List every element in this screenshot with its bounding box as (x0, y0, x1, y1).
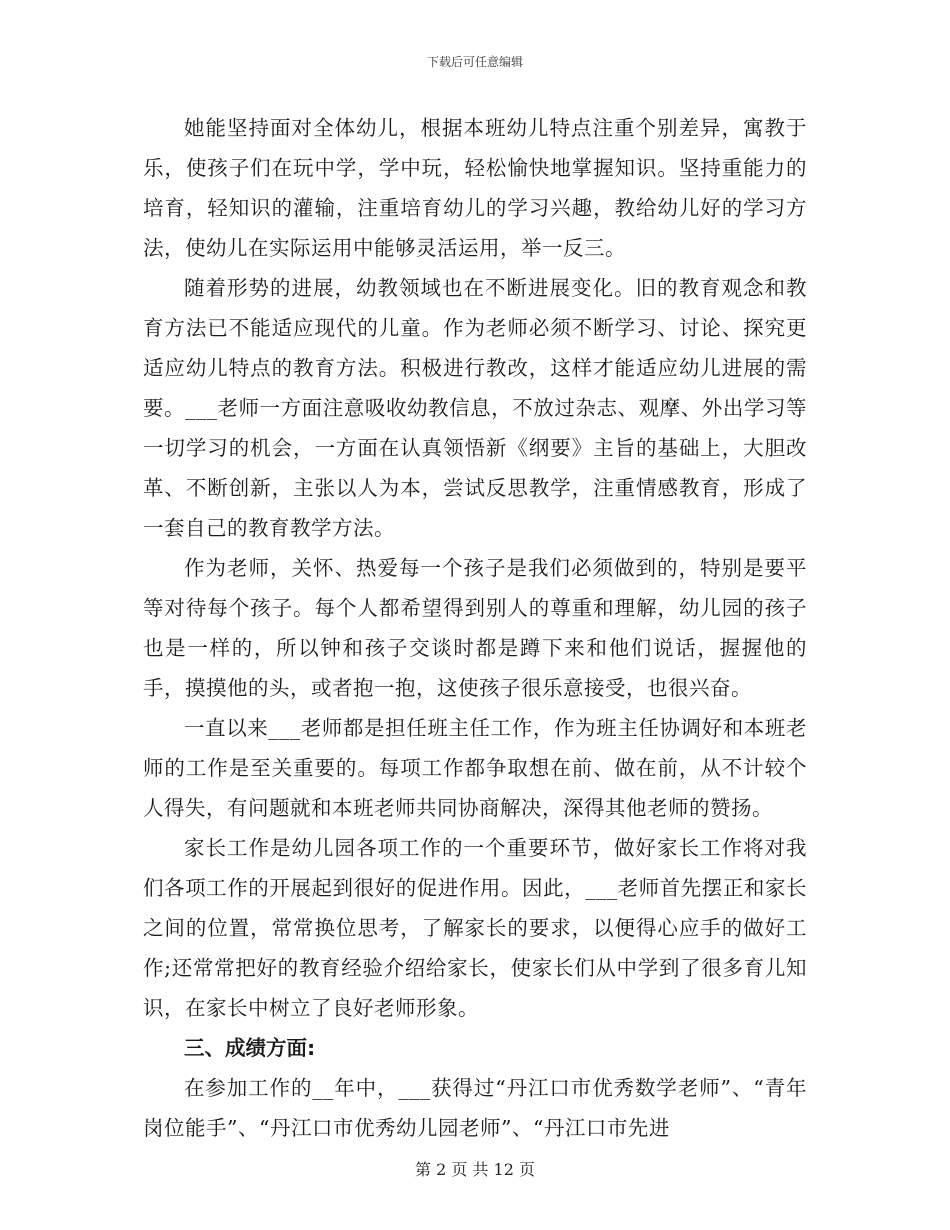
paragraph-2: 随着形势的进展，幼教领域也在不断进展变化。旧的教育观念和教育方法已不能适应现代的儿童。作为老师必须不断学习、讨论、探究更适应幼儿特点的教育方法。积极进行教改，这样才能适应幼儿进展的需要。___老师一方面注意吸收幼教信息，不放过杂志、观摩、外出学习等一切学习的机会，一方面在认真领悟新《纲要》主旨的基础上，大胆改革、不断创新，主张以人为本，尝试反思教学，注重情感教育，形成了一套自己的教育教学方法。 (143, 276, 807, 540)
document-body (143, 108, 807, 1148)
paragraph-6: 在参加工作的__年中，___获得过“丹江口市优秀数学老师”、“青年岗位能手”、“丹江口市优秀幼儿园老师”、“丹江口市先进 (143, 1076, 807, 1140)
paragraph-1: 她能坚持面对全体幼儿，根据本班幼儿特点注重个别差异，寓教于乐，使孩子们在玩中学，学中玩，轻松愉快地掌握知识。坚持重能力的培育，轻知识的灌输，注重培育幼儿的学习兴趣，教给幼儿好的学习方法，使幼儿在实际运用中能够灵活运用，举一反三。 (143, 116, 807, 260)
paragraph-3: 作为老师，关怀、热爱每一个孩子是我们必须做到的，特别是要平等对待每个孩子。每个人都希望得到别人的尊重和理解，幼儿园的孩子也是一样的，所以钟和孩子交谈时都是蹲下来和他们说话，握握他的手，摸摸他的头，或者抱一抱，这使孩子很乐意接受，也很兴奋。 (143, 556, 807, 700)
page-header: 下载后可任意编辑 (426, 55, 523, 69)
paragraph-4: 一直以来___老师都是担任班主任工作，作为班主任协调好和本班老师的工作是至关重要的。每项工作都争取想在前、做在前，从不计较个人得失，有问题就和本班老师共同协商解决，深得其他老师的赞扬。 (143, 716, 807, 820)
section-heading: 三、成绩方面: (184, 1036, 316, 1060)
paragraph-5: 家长工作是幼儿园各项工作的一个重要环节，做好家长工作将对我们各项工作的开展起到很好的促进作用。因此，___老师首先摆正和家长之间的位置，常常换位思考，了解家长的要求，以便得心应手的做好工作;还常常把好的教育经验介绍给家长，使家长们从中学到了很多育儿知识，在家长中树立了良好老师形象。 (143, 836, 807, 1020)
page-number: 第 2 页 共 12 页 (415, 1160, 535, 1179)
